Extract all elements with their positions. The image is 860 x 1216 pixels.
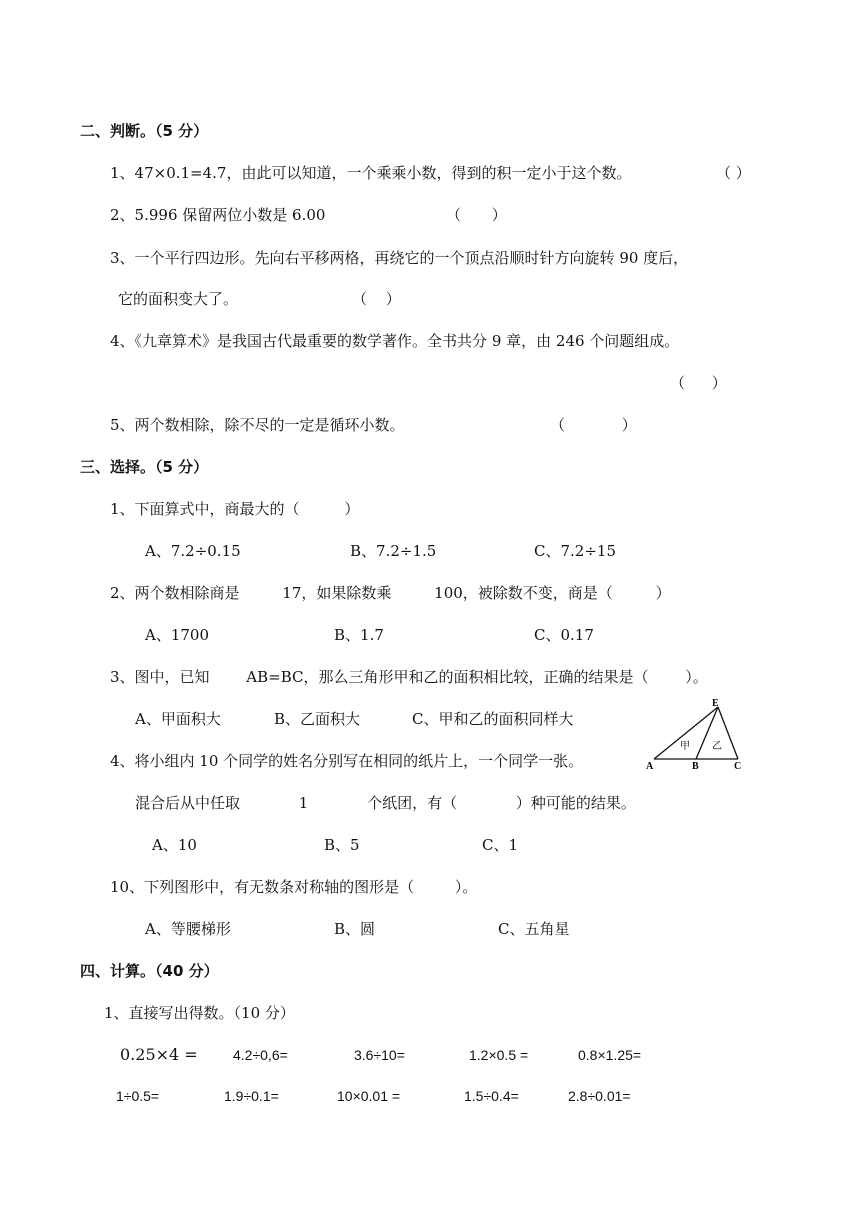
choice-q3-option-c[interactable]: C、甲和乙的面积同样大 <box>412 710 574 728</box>
choice-q1-option-b[interactable]: B、7.2÷1.5 <box>350 542 437 560</box>
calc-row2-item5: 2.8÷0.01= <box>568 1088 631 1104</box>
calc-row1-item4: 1.2×0.5 = <box>469 1047 529 1063</box>
choice-q4-cont: 混合后从中任取 1 个纸团，有（ ）种可能的结果。 <box>135 794 636 812</box>
calc-row1-item2: 4.2÷0,6= <box>233 1047 288 1063</box>
judgement-q5: 5、两个数相除，除不尽的一定是循环小数。 <box>110 416 405 434</box>
calc-row1-item3: 3.6÷10= <box>354 1047 405 1063</box>
choice-q2-option-a[interactable]: A、1700 <box>145 626 210 644</box>
choice-q1-option-a[interactable]: A、7.2÷0.15 <box>145 542 241 560</box>
choice-q4: 4、将小组内 10 个同学的姓名分别写在相同的纸片上，一个同学一张。 <box>110 752 584 770</box>
calc-row1-item5: 0.8×1.25= <box>578 1047 642 1063</box>
judgement-q5-blank[interactable]: （ ） <box>550 416 637 434</box>
section-heading-calculation: 四、计算。（40 分） <box>80 962 219 980</box>
calc-row2-item3: 10×0.01 = <box>337 1088 401 1104</box>
calc-row2-item4: 1.5÷0.4= <box>464 1088 519 1104</box>
label-c: C <box>734 761 742 771</box>
choice-q10-option-a[interactable]: A、等腰梯形 <box>145 920 231 938</box>
judgement-q2: 2、5.996 保留两位小数是 6.00 <box>110 206 326 224</box>
calc-row2-item1: 1÷0.5= <box>116 1088 160 1104</box>
section-heading-choice: 三、选择。（5 分） <box>80 458 209 476</box>
choice-q4-option-c[interactable]: C、1 <box>482 836 519 854</box>
choice-q2: 2、两个数相除商是 17，如果除数乘 100，被除数不变，商是（ ） <box>110 584 671 602</box>
choice-q3: 3、图中，已知 AB=BC，那么三角形甲和乙的面积相比较，正确的结果是（ ）。 <box>110 668 708 686</box>
choice-q3-option-b[interactable]: B、乙面积大 <box>274 710 361 728</box>
judgement-q3: 3、一个平行四边形。先向右平移两格，再绕它的一个顶点沿顺时针方向旋转 90 度后， <box>110 249 689 267</box>
calc-row1-item1: 0.25×4 = <box>120 1045 198 1064</box>
judgement-q1: 1、47×0.1=4.7，由此可以知道，一个乘乘小数，得到的积一定小于这个数。 <box>110 164 632 182</box>
label-yi: 乙 <box>712 741 722 752</box>
choice-q2-option-b[interactable]: B、1.7 <box>334 626 384 644</box>
judgement-q4-blank[interactable]: （ ） <box>670 374 727 392</box>
section-heading-judgement: 二、判断。（5 分） <box>80 122 209 140</box>
judgement-q4: 4、《九章算术》是我国古代最重要的数学著作。全书共分 9 章，由 246 个问题组成。 <box>110 332 680 350</box>
choice-q10-option-b[interactable]: B、圆 <box>334 920 376 938</box>
calculation-sub1: 1、直接写出得数。（10 分） <box>104 1004 295 1022</box>
label-b: B <box>692 761 699 771</box>
choice-q4-option-a[interactable]: A、10 <box>152 836 197 854</box>
choice-q3-option-a[interactable]: A、甲面积大 <box>135 710 221 728</box>
judgement-q2-blank[interactable]: （ ） <box>446 206 507 224</box>
label-a: A <box>646 761 654 771</box>
choice-q1: 1、下面算式中，商最大的（ ） <box>110 500 360 518</box>
judgement-q3-cont: 它的面积变大了。 <box>118 290 239 308</box>
label-e: E <box>712 698 719 709</box>
choice-q10: 10、下列图形中，有无数条对称轴的图形是（ ）。 <box>110 878 478 896</box>
choice-q10-option-c[interactable]: C、五角星 <box>498 920 570 938</box>
judgement-q1-blank[interactable]: （ ） <box>716 164 751 182</box>
calc-row2-item2: 1.9÷0.1= <box>224 1088 279 1104</box>
judgement-q3-blank[interactable]: （ ） <box>352 290 401 308</box>
triangle-figure <box>646 697 746 771</box>
label-jia: 甲 <box>680 741 690 752</box>
choice-q1-option-c[interactable]: C、7.2÷15 <box>534 542 616 560</box>
choice-q2-option-c[interactable]: C、0.17 <box>534 626 594 644</box>
choice-q4-option-b[interactable]: B、5 <box>324 836 360 854</box>
